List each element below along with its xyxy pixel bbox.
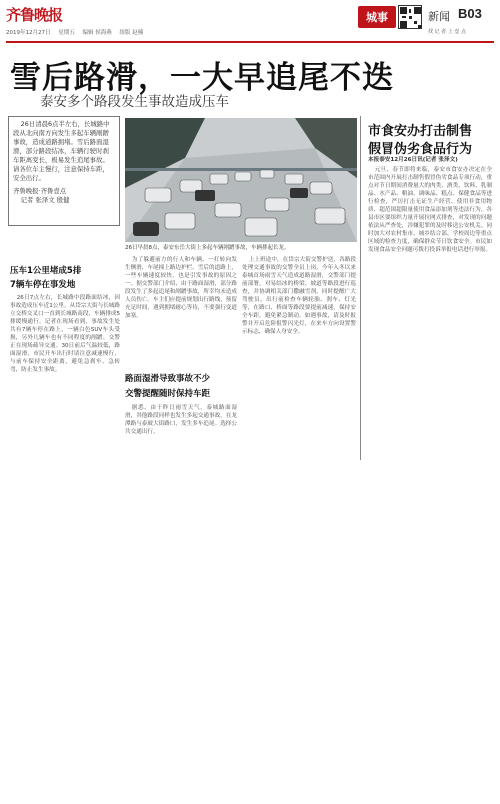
- main-headline: 雪后路滑，一大早追尾不迭: [10, 60, 394, 96]
- traffic-photo-image: [125, 118, 357, 242]
- issue-weekday: 星期五: [58, 30, 75, 36]
- lead-reporters: 记者 张泽文 殷健: [20, 196, 70, 204]
- story1-body: 26日7点左右，长城路中段路面结冰，因事故造成压车近1公里。从岱宗大街与长城路立交桥交叉口一直到长城路南段，车辆排成5排缓慢通行。记者在现场看到，事故发生处共有7辆车停在路上，一辆白色SUV车头受损，另外几辆车也有不同程度的剐蹭。交警正在现场疏导交通。30日前后气温较低，路面湿滑，市民开车出行时请注意减速慢行，与前车保持安全距离，避免急刹车、急转弯，防止发生事故。: [10, 295, 120, 373]
- story3-body: 据悉，由于昨日雨雪天气，泰城路面湿滑，其他路段同样也发生多起交通事故。在龙潭路与泰玻大街路口，发生多车追尾。选择公共交通出行。: [125, 405, 237, 435]
- side-byline: 本报泰安12月26日讯(记者 张泽文): [368, 157, 458, 163]
- page-number: B03: [458, 6, 482, 21]
- side-title-line2: 假冒伪劣食品行为: [368, 142, 473, 157]
- news-label: 新闻: [428, 10, 450, 23]
- contact-line: 找 记 者 上 壹 点: [428, 29, 466, 35]
- story1-title-line1: 压车1公里堵成5排: [10, 266, 82, 276]
- story4-body-column: [242, 256, 356, 460]
- story2-body: 为了躲避前方的行人和车辆，一打转向发生侧滑，车尾撞上路边护栏。雪后的道路上，一些车辆速度较快，也是引发事故的原因之一。据交警部门介绍，由于路面湿滑，部分路段发生了多起追尾和剐蹭事故，所幸均未造成人员伤亡。车主们应提前规划出行路线，预留充足时间，遇到拥堵耐心等待，不要强行变道加塞。: [125, 257, 237, 319]
- masthead: [6, 4, 494, 40]
- side-body: 元旦、春节即将来临，泰安市食安办决定在全市范围内开展打击制售假冒伪劣食品专项行动，重点对节日期间消费量大的肉类、酒类、饮料、乳制品、水产品、粮油、调味品、糕点、保健食品等进行检查，严厉打击无证生产经营、使用非食用物质、超范围超限量使用食品添加剂等违法行为。各县市区要组织力量开展拉网式排查，对发现的问题依法从严查处，涉嫌犯罪的及时移送公安机关。同时加大对农村集市、城乡结合部、学校周边等重点区域的检查力度，确保群众节日饮食安全。市民如发现食品安全问题可拨打投诉举报电话进行举报。: [368, 167, 492, 253]
- story3-title-line1: 路面湿滑导致事故不少: [125, 374, 211, 384]
- lead-text: 26日清晨6点半左右，长城路中段从北向南方向发生多起车辆剐蹭事故，造成道路拥堵。雪后路面湿滑，部分路段结冰，车辆行驶时刹车距离变长，极易发生追尾事故。请各位车主慢行，注意保持车距，安全出行。: [13, 120, 110, 182]
- lead-box: [8, 116, 120, 226]
- section-tag: 城事: [358, 6, 396, 28]
- side-title-line1: 市食安办打击制售: [368, 124, 473, 139]
- page-designer: 组版 赵楠: [119, 30, 144, 36]
- header-rule: [6, 41, 494, 43]
- story2-body-column: [125, 256, 237, 326]
- traffic-photo: [125, 118, 357, 242]
- main-subhead: 泰安多个路段发生事故造成压车: [40, 94, 229, 110]
- page-editor: 编辑 侯海燕: [82, 30, 112, 36]
- side-body-column: [368, 166, 492, 460]
- column-divider: [360, 116, 361, 460]
- story3-title-line2: 交警提醒随时保持车距: [125, 389, 211, 399]
- issue-date: 2019年12月27日: [6, 30, 51, 36]
- story4-body: 上上班途中，在岱宗大街交警护送，各路段处理交通事故的交警全员上岗，今年入冬以来泰城首场雨雪天气造成道路湿滑，交警部门提前部署，对易结冰的桥梁、坡道等路段进行巡查，并协调相关部门撒融雪剂。同时提醒广大驾驶员，出行前检查车辆轮胎、刹车、灯光等，在路口、桥面等路段要提前减速，保持安全车距，避免紧急制动。如遇事故，请及时报警并开启危险报警闪光灯，在来车方向设置警示标志，确保人身安全。: [242, 257, 356, 335]
- story3-body-column: [125, 404, 237, 460]
- story1-body-column: [10, 294, 120, 462]
- photo-caption: 26日早晨8点，泰安东岳大街上多起车辆剐蹭事故，车辆排起长龙。: [125, 245, 290, 251]
- story1-title-line2: 7辆车停在事发地: [10, 280, 76, 290]
- issue-meta: [6, 28, 149, 36]
- newspaper-logo: 齐鲁晚报: [6, 6, 63, 24]
- qr-code-icon: [398, 5, 422, 29]
- lead-byline: 齐鲁晚报·齐鲁壹点: [13, 187, 67, 195]
